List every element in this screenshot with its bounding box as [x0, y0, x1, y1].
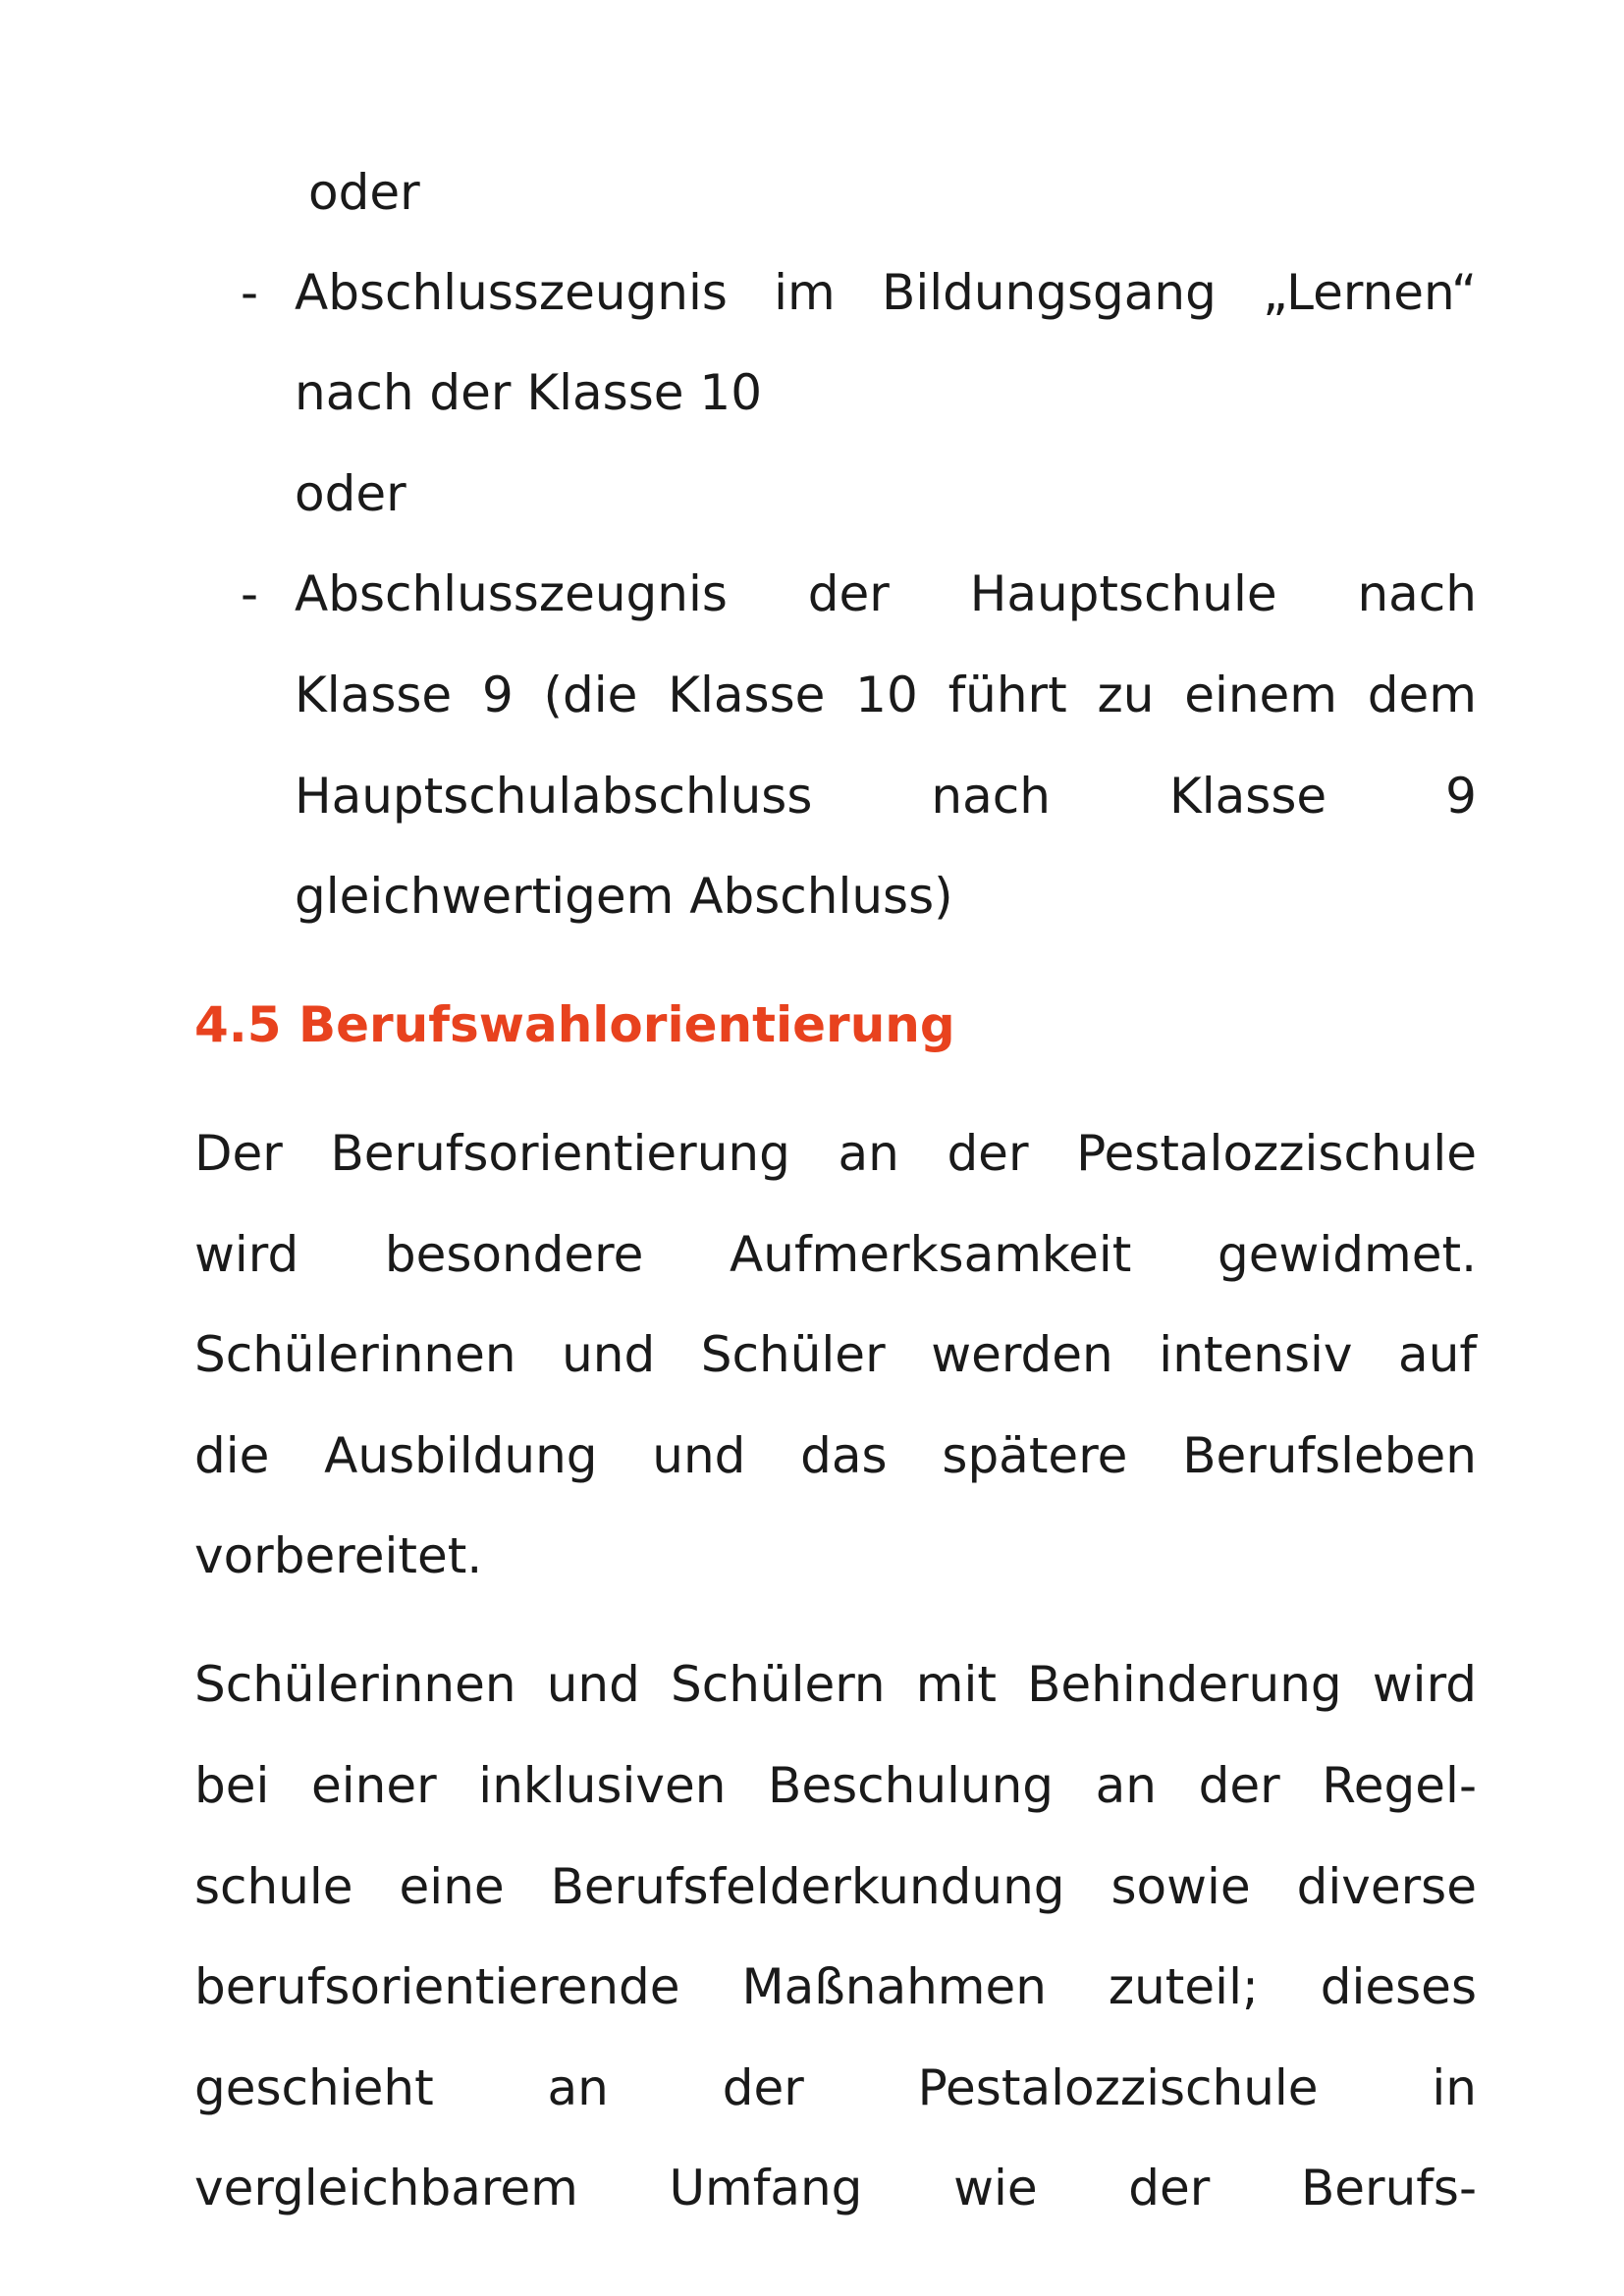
section-heading: 4.5 Berufswahlorientierung	[194, 996, 955, 1053]
list-item-2-line-2: Klasse 9 (die Klasse 10 führt zu einem dem	[295, 667, 1477, 723]
paragraph-2-line: berufsorientierende Maßnahmen zuteil; dieses	[194, 1958, 1477, 2015]
paragraph-2-line: schule eine Berufsfelderkundung sowie diverse	[194, 1858, 1477, 1915]
paragraph-1-line: die Ausbildung und das spätere Berufsleben	[194, 1427, 1477, 1484]
list-dash: -	[241, 264, 259, 321]
paragraph-1-line: Der Berufsorientierung an der Pestalozzischule	[194, 1125, 1477, 1182]
paragraph-2-line: bei einer inklusiven Beschulung an der Regel-	[194, 1757, 1477, 1814]
list-item-1-line-1: Abschlusszeugnis im Bildungsgang „Lernen“	[295, 264, 1477, 321]
paragraph-2-line: geschieht an der Pestalozzischule in	[194, 2059, 1477, 2116]
oder-connector: oder	[295, 465, 406, 522]
oder-connector: oder	[308, 164, 420, 221]
list-item-2-line-1: Abschlusszeugnis der Hauptschule nach	[295, 565, 1477, 622]
list-item-2-line-3: Hauptschulabschluss nach Klasse 9	[295, 768, 1477, 825]
list-item-2-line-4: gleichwertigem Abschluss)	[295, 868, 953, 925]
list-item-1-line-2: nach der Klasse 10	[295, 364, 763, 421]
paragraph-1-line: vorbereitet.	[194, 1527, 483, 1584]
paragraph-1-line: wird besondere Aufmerksamkeit gewidmet.	[194, 1226, 1477, 1283]
paragraph-1-line: Schülerinnen und Schüler werden intensiv auf	[194, 1326, 1477, 1383]
paragraph-2-line: Schülerinnen und Schülern mit Behinderung wird	[194, 1656, 1477, 1713]
list-dash: -	[241, 565, 259, 622]
paragraph-2-line: vergleichbarem Umfang wie der Berufs-	[194, 2160, 1477, 2216]
